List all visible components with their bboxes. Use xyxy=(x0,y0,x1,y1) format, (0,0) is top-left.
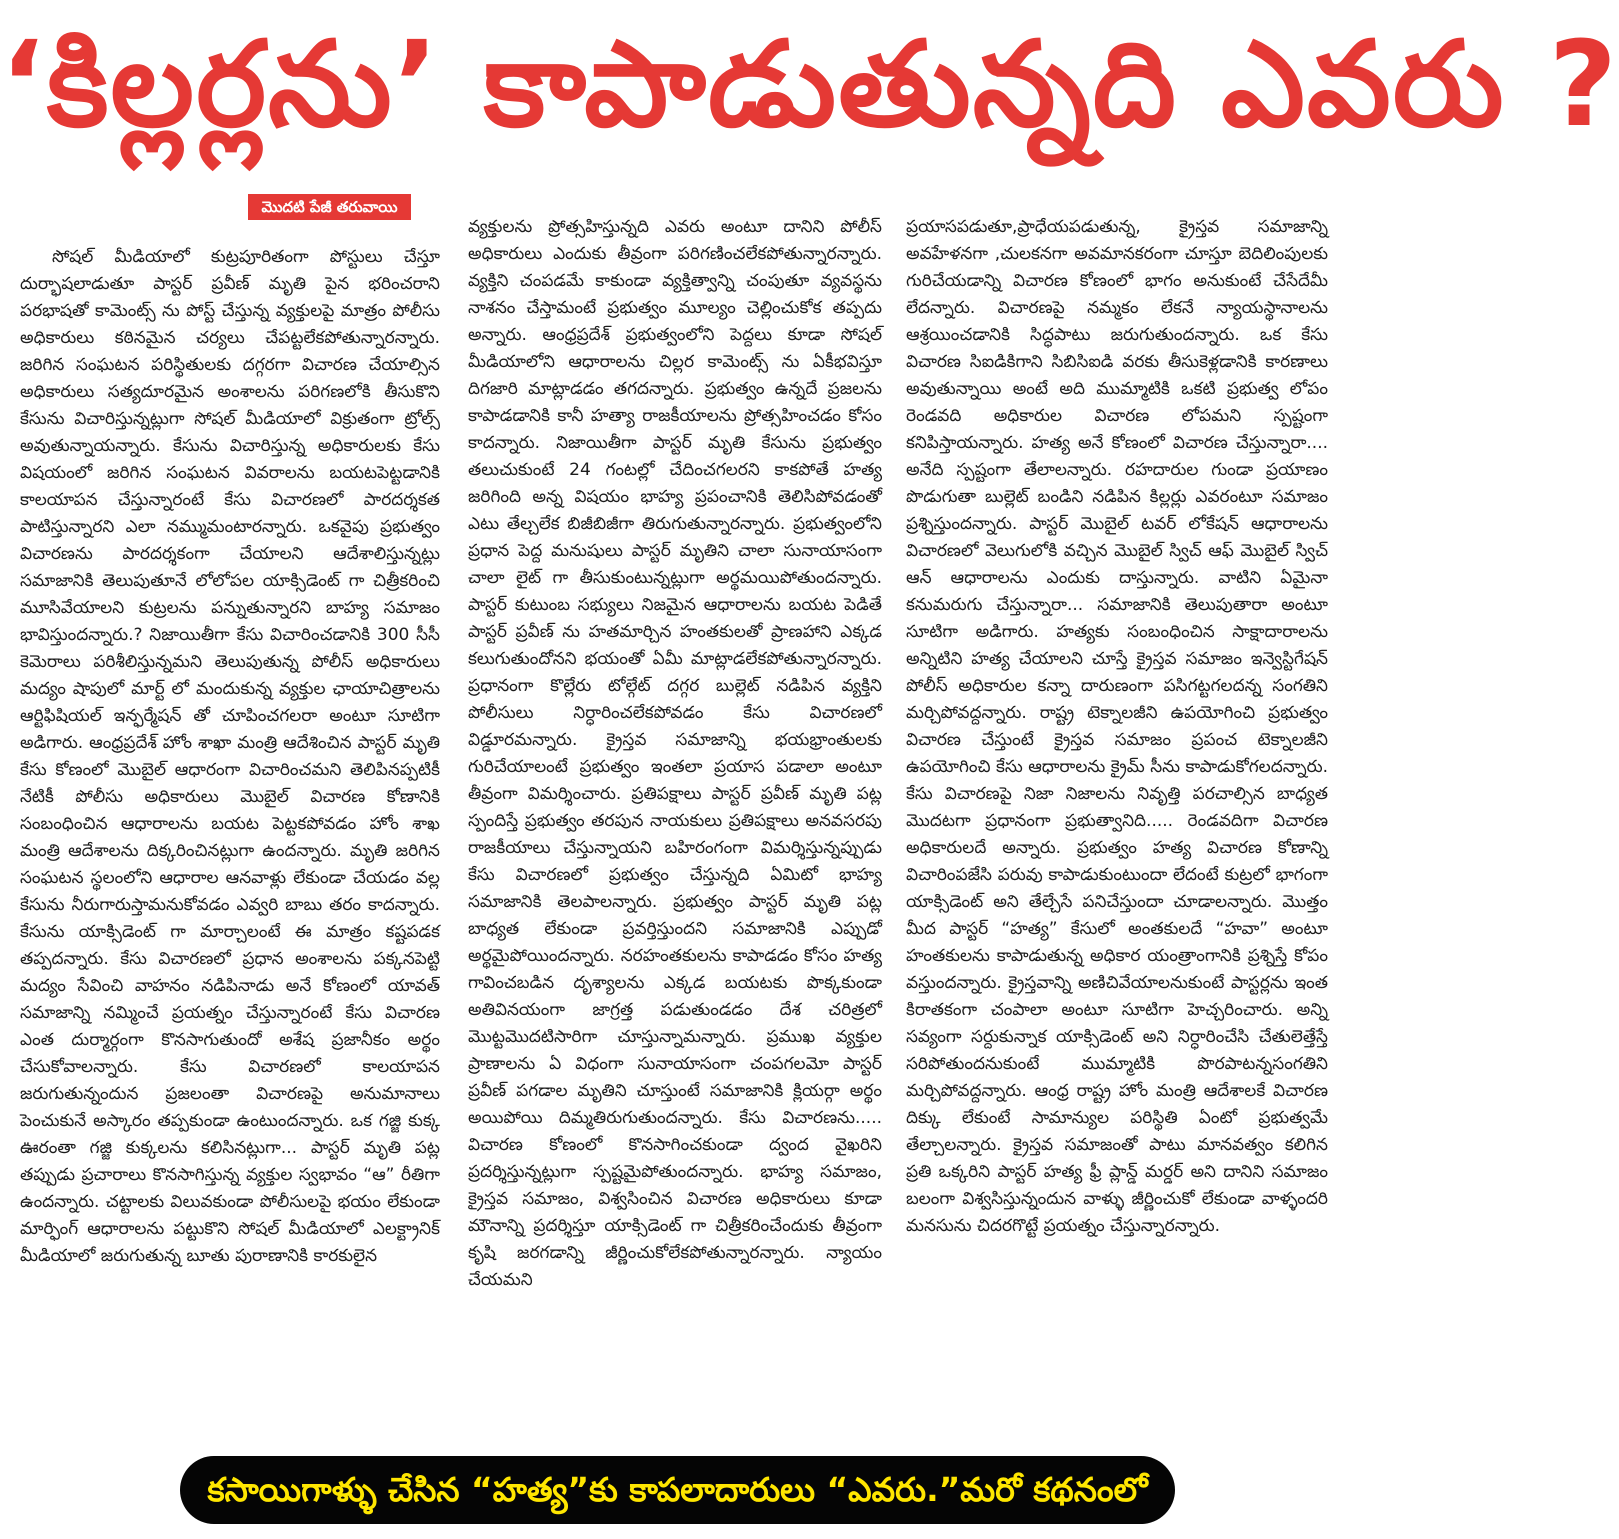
footer-teaser-text: కసాయిగాళ్ళు చేసిన “హత్య”కు కాపలాదారులు “ఎవరు.”మరో కథనంలో xyxy=(207,1470,1148,1509)
footer-teaser-banner xyxy=(180,1456,1175,1524)
article-column-3-text: ప్రయాసపడుతూ,ప్రాధేయపడుతున్న, క్రైస్తవ సమాజాన్ని అవహేళనగా ,చులకనగా అవమానకరంగా చూస్తూ బెదిలింపులకు గురిచేయడాన్ని విచారణ కోణంలో భాగం అనుకుంటే చేసేదేమీ లేదన్నారు. విచారణపై నమ్మకం లేకనే న్యాయస్థానాలను ఆశ్రయించడానికి సిద్ధపాటు జరుగుతుందన్నారు. ఒక కేసు విచారణ సిఐడికిగాని సిబిసిఐడి వరకు తీసుకెళ్లడానికి కారణాలు అవుతున్నాయి అంటే అది ముమ్మాటికి ఒకటి ప్రభుత్వ లోపం రెండవది అధికారుల విచారణ లోపమని స్పష్టంగా కనిపిస్తాయన్నారు. హత్య అనే కోణంలో విచారణ చేస్తున్నారా.... అనేది స్పష్టంగా తేలాలన్నారు. రహదారుల గుండా ప్రయాణం పొడుగుతా బుల్లెట్ బండిని నడిపిన కిల్లర్లు ఎవరంటూ సమాజం ప్రశ్నిస్తుందన్నారు. పాస్టర్ మొబైల్ టవర్ లోకేషన్ ఆధారాలను విచారణలో వెలుగులోకి వచ్చిన మొబైల్ స్విచ్ ఆఫ్ మొబైల్ స్విచ్ ఆన్ ఆధారాలను ఎందుకు దాస్తున్నారు. వాటిని ఏమైనా కనుమరుగు చేస్తున్నారా... సమాజానికి తెలుపుతారా అంటూ సూటిగా అడిగారు. హత్యకు సంబంధించిన సాక్షాదారాలను అన్నిటిని హత్య చేయాలని చూస్తే క్రైస్తవ సమాజం ఇన్వెస్టిగేషన్ పోలీస్ అధికారుల కన్నా దారుణంగా పసిగట్టగలదన్న సంగతిని మర్చిపోవద్దన్నారు. రాష్ట్ర టెక్నాలజీని ఉపయోగించి ప్రభుత్వం విచారణ చేస్తుంటే క్రైస్తవ సమాజం ప్రపంచ టెక్నాలజీని ఉపయోగించి కేసు ఆధారాలను క్రైమ్ సీను కాపాడుకోగలదన్నారు. కేసు విచారణపై నిజా నిజాలను నివృత్తి పరచాల్సిన బాధ్యత మొదటగా ప్రధానంగా ప్రభుత్వానిది..... రెండవదిగా విచారణ అధికారులదే అన్నారు. ప్రభుత్వం హత్య విచారణ కోణాన్ని విచారింపజేసి పరువు కాపాడుకుంటుందా లేదంటే కుట్రలో భాగంగా యాక్సిడెంట్ అని తేల్చేసే పనిచేస్తుందా చూడాలన్నారు. మొత్తం మీద పాస్టర్ “హత్య” కేసులో అంతకులదే “హవా” అంటూ హంతకులను కాపాడుతున్న అధికార యంత్రాంగానికి ప్రశ్నిస్తే కోపం వస్తుందన్నారు. క్రైస్తవాన్ని అణిచివేయాలనుకుంటే పాస్టర్లను ఇంత కిరాతకంగా చంపాలా అంటూ సూటిగా హెచ్చరించారు. అన్ని సవ్యంగా సర్దుకున్నాక యాక్సిడెంట్ అని నిర్ధారించేసి చేతులెత్తేస్తే సరిపోతుందనుకుంటే ముమ్మాటికి పొరపాటన్నసంగతిని మర్చిపోవద్దన్నారు. ఆంధ్ర రాష్ట్ర హోం మంత్రి ఆదేశాలకే విచారణ దిక్కు లేకుంటే సామాన్యుల పరిస్థితి ఏంటో ప్రభుత్వమే తేల్చాలన్నారు. క్రైస్తవ సమాజంతో పాటు మానవత్వం కలిగిన ప్రతి ఒక్కరిని పాస్టర్ హత్య ఫ్రీ ప్లాన్డ్ మర్డర్ అని దానిని సమాజం బలంగా విశ్వసిస్తున్నందున వాళ్ళు జీర్ణించుకో లేకుండా వాళ్ళందరి మనసును చిదరగొట్టే ప్రయత్నం చేస్తున్నారన్నారు. xyxy=(906,217,1328,1236)
article-column-1-text: సోషల్ మీడియాలో కుట్రపూరితంగా పోస్టులు చేస్తూ దుర్భాషలాడుతూ పాస్టర్ ప్రవీణ్ మృతి పైన భరించరాని పరభాషతో కామెంట్స్ ను పోస్ట్ చేస్తున్న వ్యక్తులపై మాత్రం పోలీసు అధికారులు కఠినమైన చర్యలు చేపట్టలేకపోతున్నారన్నారు. జరిగిన సంఘటన పరిస్థితులకు దగ్గరగా విచారణ చేయాల్సిన అధికారులు సత్యదూరమైన అంశాలను పరిగణలోకి తీసుకొని కేసును విచారిస్తున్నట్లుగా సోషల్ మీడియాలో విక్రుతంగా ట్రోల్స్ అవుతున్నాయన్నారు. కేసును విచారిస్తున్న అధికారులకు కేసు విషయంలో జరిగిన సంఘటన వివరాలను బయటపెట్టడానికి కాలయాపన చేస్తున్నారంటే కేసు విచారణలో పారదర్శకత పాటిస్తున్నారని ఎలా నమ్ముమంటారన్నారు. ఒకవైపు ప్రభుత్వం విచారణను పారదర్శకంగా చేయాలని ఆదేశాలిస్తున్నట్లు సమాజానికి తెలుపుతూనే లోలోపల యాక్సిడెంట్ గా చిత్రీకరించి మూసివేయాలని కుట్రలను పన్నుతున్నారని బాహ్య సమాజం భావిస్తుందన్నారు.? నిజాయితీగా కేసు విచారించడానికి 300 సీసీ కెమెరాలు పరిశీలిస్తున్నమని తెలుపుతున్న పోలీస్ అధికారులు మద్యం షాపులో మార్ట్ లో మందుకున్న వ్యక్తుల ఛాయాచిత్రాలను ఆర్టిఫిషియల్ ఇన్ఫర్మేషన్ తో చూపించగలరా అంటూ సూటిగా అడిగారు. ఆంధ్రప్రదేశ్ హోం శాఖా మంత్రి ఆదేశించిన పాస్టర్ మృతి కేసు కోణంలో మొబైల్ ఆధారంగా విచారించమని తెలిపినప్పటికీ నేటికీ పోలీసు అధికారులు మొబైల్ విచారణ కోణానికి సంబంధించిన ఆధారాలను బయట పెట్టకపోవడం హోం శాఖ మంత్రి ఆదేశాలను దిక్కరించినట్లుగా ఉందన్నారు. మృతి జరిగిన సంఘటన స్థలంలోని ఆధారాల ఆనవాళ్లు లేకుండా చేయడం వల్ల కేసును నీరుగారుస్తామనుకోవడం ఎవ్వరి బాబు తరం కాదన్నారు. కేసును యాక్సిడెంట్ గా మార్చాలంటే ఈ మాత్రం కష్టపడక తప్పదన్నారు. కేసు విచారణలో ప్రధాన అంశాలను పక్కనపెట్టి మద్యం సేవించి వాహనం నడిపినాడు అనే కోణంలో యావత్ సమాజాన్ని నమ్మించే ప్రయత్నం చేస్తున్నారంటే కేసు విచారణ ఎంత దుర్మార్గంగా కొనసాగుతుందో అశేష ప్రజానీకం అర్థం చేసుకోవాలన్నారు. కేసు విచారణలో కాలయాపన జరుగుతున్నందున ప్రజలంతా విచారణపై అనుమానాలు పెంచుకునే అస్కారం తప్పకుండా ఉంటుందన్నారు. ఒక గజ్జి కుక్క ఊరంతా గజ్జి కుక్కలను కలిసినట్లుగా... పాస్టర్ మృతి పట్ల తప్పుడు ప్రచారాలు కొనసాగిస్తున్న వ్యక్తుల స్వభావం “ఆ” రీతిగా ఉందన్నారు. చట్టాలకు విలువకుండా పోలీసులపై భయం లేకుండా మార్ఫింగ్ ఆధారాలను పట్టుకొని సోషల్ మీడియాలో ఎలక్ట్రానిక్ మీడియాలో జరుగుతున్న బూతు పురాణానికి కారకులైన xyxy=(20,247,440,1266)
article-column-2-text: వ్యక్తులను ప్రోత్సహిస్తున్నది ఎవరు అంటూ దానిని పోలీస్ అధికారులు ఎందుకు తీవ్రంగా పరిగణించలేకపోతున్నారన్నారు. వ్యక్తిని చంపడమే కాకుండా వ్యక్తిత్వాన్ని చంపుతూ వ్యవస్థను నాశనం చేస్తామంటే ప్రభుత్వం మూల్యం చెల్లించుకోక తప్పదు అన్నారు. ఆంధ్రప్రదేశ్ ప్రభుత్వంలోని పెద్దలు కూడా సోషల్ మీడియాలోని ఆధారాలను చిల్లర కామెంట్స్ ను ఏకీభవిస్తూ దిగజారి మాట్లాడడం తగదన్నారు. ప్రభుత్వం ఉన్నదే ప్రజలను కాపాడడానికి కానీ హత్యా రాజకీయాలను ప్రోత్సహించడం కోసం కాదన్నారు. నిజాయితీగా పాస్టర్ మృతి కేసును ప్రభుత్వం తలుచుకుంటే 24 గంటల్లో చేదించగలరని కాకపోతే హత్య జరిగింది అన్న విషయం భాహ్య ప్రపంచానికి తెలిసిపోవడంతో ఎటు తేల్చలేక బిజీబిజీగా తిరుగుతున్నారన్నారు. ప్రభుత్వంలోని ప్రధాన పెద్ద మనుషులు పాస్టర్ మృతిని చాలా సునాయాసంగా చాలా లైట్ గా తీసుకుంటున్నట్లుగా అర్థమయిపోతుందన్నారు. పాస్టర్ కుటుంబ సభ్యులు నిజమైన ఆధారాలను బయట పెడితే పాస్టర్ ప్రవీణ్ ను హతమార్చిన హంతకులతో ప్రాణహాని ఎక్కడ కలుగుతుందోనని భయంతో ఏమీ మాట్లాడలేకపోతున్నారన్నారు. ప్రధానంగా కొల్లేరు టోల్గేట్ దగ్గర బుల్లెట్ నడిపిన వ్యక్తిని పోలీసులు నిర్ధారించలేకపోవడం కేసు విచారణలో విడ్డూరమన్నారు. క్రైస్తవ సమాజాన్ని భయభ్రాంతులకు గురిచేయాలంటే ప్రభుత్వం ఇంతలా ప్రయాస పడాలా అంటూ తీవ్రంగా విమర్శించారు. ప్రతిపక్షాలు పాస్టర్ ప్రవీణ్ మృతి పట్ల స్పందిస్తే ప్రభుత్వం తరపున నాయకులు ప్రతిపక్షాలు అనవసరపు రాజకీయాలు చేస్తున్నాయని బహిరంగంగా విమర్శిస్తున్నప్పుడు కేసు విచారణలో ప్రభుత్వం చేస్తున్నది ఏమిటో భాహ్య సమాజానికి తెలపాలన్నారు. ప్రభుత్వం పాస్టర్ మృతి పట్ల బాధ్యత లేకుండా ప్రవర్తిస్తుందని సమాజానికి ఎప్పుడో అర్థమైపోయిందన్నారు. నరహంతకులను కాపాడడం కోసం హత్య గావించబడిన దృశ్యాలను ఎక్కడ బయటకు పొక్కకుండా అతివినయంగా జాగ్రత్త పడుతుండడం దేశ చరిత్రలో మొట్టమొదటిసారిగా చూస్తున్నామన్నారు. ప్రముఖ వ్యక్తుల ప్రాణాలను ఏ విధంగా సునాయాసంగా చంపగలమో పాస్టర్ ప్రవీణ్ పగడాల మృతిని చూస్తుంటే సమాజానికి క్లియర్గా అర్థం అయిపోయి దిమ్మతిరుగుతుందన్నారు. కేసు విచారణను..... విచారణ కోణంలో కొనసాగించకుండా ద్వంద వైఖరిని ప్రదర్శిస్తున్నట్లుగా స్పష్టమైపోతుందన్నారు. భాహ్య సమాజం, క్రైస్తవ సమాజం, విశ్వసించిన విచారణ అధికారులు కూడా మౌనాన్ని ప్రదర్శిస్తూ యాక్సిడెంట్ గా చిత్రీకరించేందుకు తీవ్రంగా కృషి జరగడాన్ని జీర్ణించుకోలేకపోతున్నారన్నారు. న్యాయం చేయమని xyxy=(468,217,882,1290)
article-column-2 xyxy=(468,214,882,1438)
article-column-3 xyxy=(906,214,1328,1438)
headline: ‘కిల్లర్లను’ కాపాడుతున్నది ఎవరు ? xyxy=(0,15,1619,153)
continued-from-front-page-tag: మొదటి పేజీ తరువాయి xyxy=(248,194,411,220)
article-column-1 xyxy=(20,244,440,1438)
